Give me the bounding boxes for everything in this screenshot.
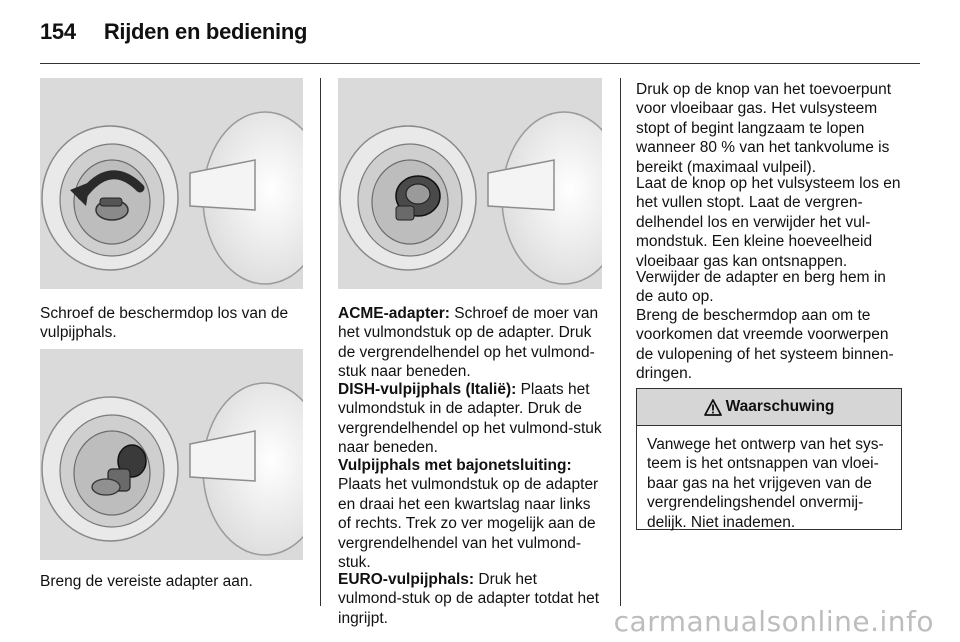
page-number: 154 bbox=[40, 19, 76, 44]
adapter-euro-body: Druk het vulmond-stuk op de adapter totdat het ingrijpt. bbox=[338, 571, 600, 627]
adapter-bayonet-text bbox=[338, 456, 604, 572]
paragraph-release-button: Laat de knop op het vulsysteem los en het vullen stopt. Laat de vergren-delhendel los en verwijder het vul-mondstuk. Een kleine hoeveelheid vloeibaar gas kan ontsnappen. bbox=[636, 175, 901, 270]
column-divider-2 bbox=[620, 78, 621, 606]
figure-remove-cap bbox=[40, 78, 303, 289]
figure-attach-adapter bbox=[40, 349, 303, 560]
warning-box bbox=[636, 388, 902, 530]
watermark: carmanualsonline.info bbox=[613, 605, 934, 638]
adapter-dish-text bbox=[338, 380, 604, 458]
adapter-acme-text bbox=[338, 304, 604, 382]
fuel-flap-adapter-fitted-illustration bbox=[338, 78, 602, 289]
paragraph-fit-cap: Breng de beschermdop aan om te voorkomen dat vreemde voorwerpen de vulopening of het systeem binnen-dringen. bbox=[636, 307, 894, 383]
adapter-dish-lead: DISH-vulpijphals (Italië): bbox=[338, 381, 517, 398]
paragraph-press-button: Druk op de knop van het toevoerpunt voor vloeibaar gas. Het vulsysteem stopt of begint langzaam te lopen wanneer 80 % van het tankvolume is bereikt (maximaal vulpeil). bbox=[636, 81, 892, 176]
warning-header bbox=[637, 389, 901, 426]
adapter-euro-lead: EURO-vulpijphals: bbox=[338, 571, 475, 588]
adapter-bayonet-body: Plaats het vulmondstuk op de adapter en draai het een kwartslag naar links of rechts. Trek zo ver mogelijk aan de vergrendelhendel van het vulmond-stuk. bbox=[338, 476, 599, 572]
paragraph-store-adapter: Verwijder de adapter en berg hem in de auto op. bbox=[636, 269, 886, 306]
adapter-acme-lead: ACME-adapter: bbox=[338, 305, 450, 322]
caption-attach-adapter: Breng de vereiste adapter aan. bbox=[40, 573, 253, 590]
header-rule bbox=[40, 63, 920, 64]
warning-triangle-icon bbox=[704, 399, 722, 416]
fuel-flap-illustration bbox=[40, 78, 303, 289]
fuel-flap-adapter-illustration bbox=[40, 349, 303, 560]
column-divider-1 bbox=[320, 78, 321, 606]
adapter-acme-body: Schroef de moer van het vulmondstuk op de adapter. Druk de vergrendelhendel op het vulmond-stuk naar beneden. bbox=[338, 305, 599, 381]
adapter-euro-text bbox=[338, 570, 604, 628]
warning-title: Waarschuwing bbox=[725, 398, 835, 415]
warning-body: Vanwege het ontwerp van het sys-teem is het ontsnappen van vloei-baar gas na het vrijgeven van de vergrendelingshendel onvermij-delijk. Niet inademen. bbox=[647, 436, 884, 531]
caption-remove-cap: Schroef de beschermdop los van de vulpijphals. bbox=[40, 305, 289, 342]
adapter-bayonet-lead: Vulpijphals met bajonetsluiting: bbox=[338, 457, 572, 474]
figure-adapter-fitted bbox=[338, 78, 602, 289]
adapter-dish-body: Plaats het vulmondstuk in de adapter. Druk de vergrendelhendel op het vulmond-stuk naar beneden. bbox=[338, 381, 602, 457]
page-title: Rijden en bediening bbox=[103, 19, 308, 44]
page-header bbox=[40, 18, 920, 64]
